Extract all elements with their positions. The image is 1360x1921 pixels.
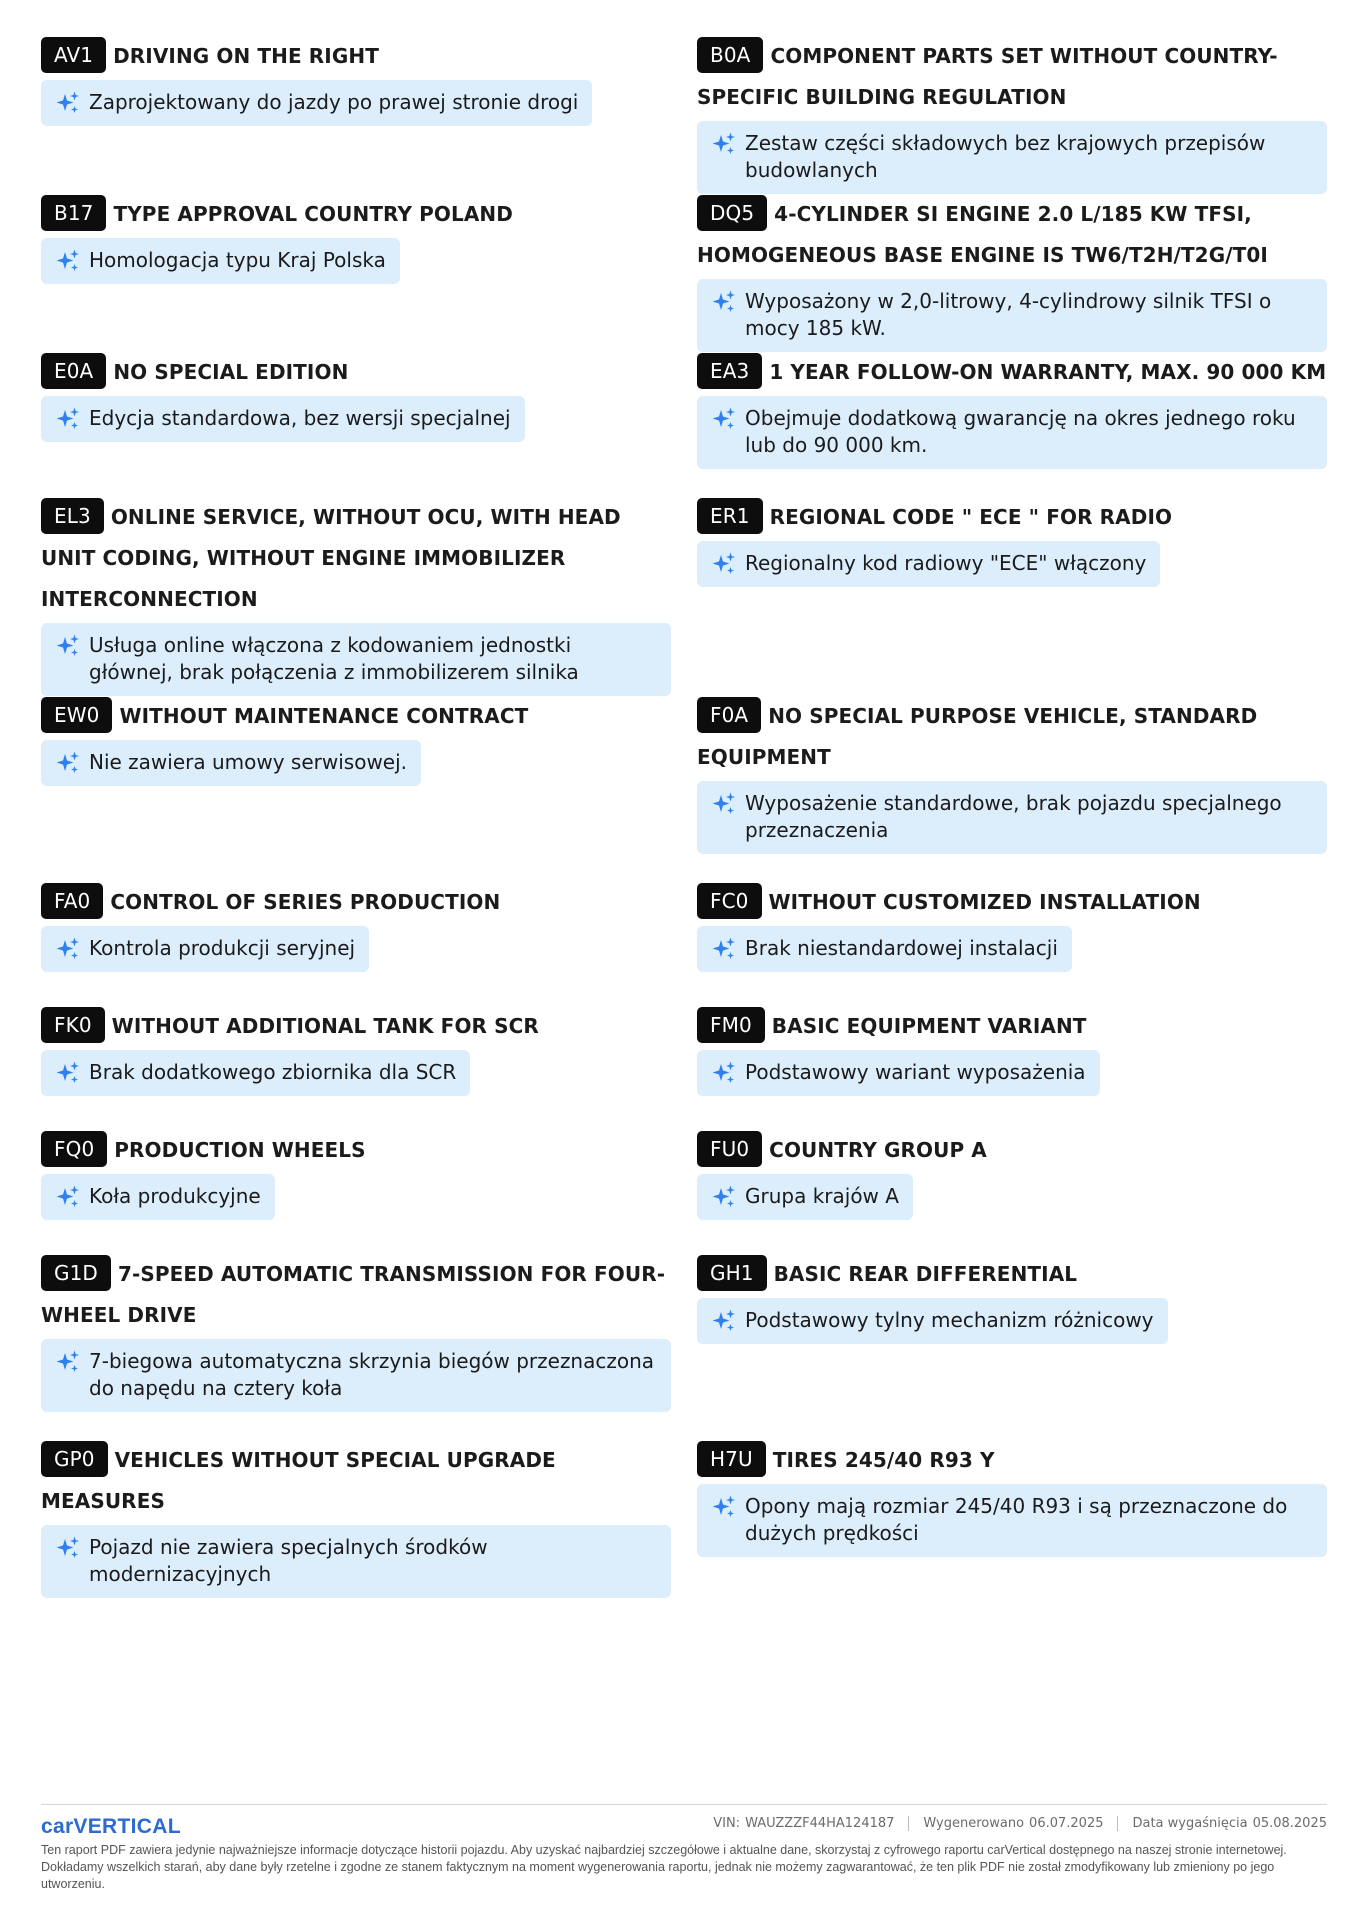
generated-date: 06.07.2025 (1029, 1816, 1104, 1831)
sparkles-icon (711, 131, 737, 157)
equipment-item (697, 1130, 1327, 1254)
description-text: 7-biegowa automatyczna skrzynia biegów przeznaczona do napędu na cztery koła (89, 1349, 655, 1400)
option-code-badge: EA3 (697, 353, 762, 389)
description-text: Pojazd nie zawiera specjalnych środków modernizacyjnych (89, 1535, 488, 1586)
option-code-badge: GH1 (697, 1255, 767, 1291)
item-title: TYPE APPROVAL COUNTRY POLAND (113, 202, 513, 226)
option-code-badge: FU0 (697, 1131, 762, 1167)
sparkles-icon (55, 1184, 81, 1210)
equipment-item (41, 696, 671, 882)
item-description (41, 1525, 671, 1598)
item-title: WITHOUT CUSTOMIZED INSTALLATION (768, 890, 1201, 914)
sparkles-icon (55, 633, 81, 659)
item-heading (41, 352, 671, 393)
item-title: 7-SPEED AUTOMATIC TRANSMISSION FOR FOUR-WHEEL DRIVE (41, 1262, 666, 1327)
item-description (41, 623, 671, 696)
option-code-badge: FM0 (697, 1007, 765, 1043)
item-heading (41, 882, 671, 923)
item-description (697, 926, 1072, 972)
meta-divider (908, 1816, 909, 1831)
description-text: Obejmuje dodatkową gwarancję na okres jednego roku lub do 90 000 km. (745, 406, 1296, 457)
sparkles-icon (711, 1184, 737, 1210)
expiry-label: Data wygaśnięcia (1132, 1816, 1248, 1831)
item-title: CONTROL OF SERIES PRODUCTION (110, 890, 501, 914)
option-code-badge: B17 (41, 195, 106, 231)
sparkles-icon (711, 936, 737, 962)
option-code-badge: EL3 (41, 498, 104, 534)
item-heading (697, 696, 1327, 778)
equipment-item (697, 194, 1327, 352)
equipment-item (41, 352, 671, 497)
equipment-item (41, 1006, 671, 1130)
description-text: Zestaw części składowych bez krajowych przepisów budowlanych (745, 131, 1266, 182)
item-heading (41, 1130, 671, 1171)
item-description (697, 1484, 1327, 1557)
item-heading (697, 882, 1327, 923)
item-title: REGIONAL CODE " ECE " FOR RADIO (769, 505, 1173, 529)
option-code-badge: AV1 (41, 37, 106, 73)
option-code-badge: DQ5 (697, 195, 767, 231)
equipment-item (41, 1440, 671, 1598)
item-title: WITHOUT ADDITIONAL TANK FOR SCR (111, 1014, 539, 1038)
option-code-badge: GP0 (41, 1441, 108, 1477)
item-description (697, 121, 1327, 194)
item-title: 1 YEAR FOLLOW-ON WARRANTY, MAX. 90 000 KM (769, 360, 1327, 384)
sparkles-icon (711, 1308, 737, 1334)
equipment-item (41, 194, 671, 352)
item-title: COUNTRY GROUP A (769, 1138, 987, 1162)
equipment-item (41, 497, 671, 696)
description-text: Zaprojektowany do jazdy po prawej stronie drogi (89, 90, 579, 114)
sparkles-icon (55, 406, 81, 432)
generated-label: Wygenerowano (923, 1816, 1025, 1831)
item-description (41, 80, 592, 126)
option-code-badge: E0A (41, 353, 106, 389)
equipment-item (697, 497, 1327, 696)
item-heading (41, 194, 671, 235)
item-heading (41, 696, 671, 737)
description-text: Regionalny kod radiowy "ECE" włączony (745, 551, 1147, 575)
description-text: Podstawowy wariant wyposażenia (745, 1060, 1086, 1084)
option-code-badge: F0A (697, 697, 761, 733)
item-title: 4-CYLINDER SI ENGINE 2.0 L/185 KW TFSI, HOMOGENEOUS BASE ENGINE IS TW6/T2H/T2G/T0I (697, 202, 1268, 267)
item-title: VEHICLES WITHOUT SPECIAL UPGRADE MEASURES (41, 1448, 556, 1513)
equipment-grid (41, 36, 1327, 1598)
item-description (697, 781, 1327, 854)
item-description (697, 541, 1160, 587)
description-text: Nie zawiera umowy serwisowej. (89, 750, 408, 774)
description-text: Usługa online włączona z kodowaniem jednostki głównej, brak połączenia z immobilizerem silnika (89, 633, 579, 684)
item-description (41, 1174, 275, 1220)
item-title: TIRES 245/40 R93 Y (772, 1448, 995, 1472)
equipment-item (697, 696, 1327, 882)
carvertical-logo: carVERTICAL (41, 1815, 181, 1838)
description-text: Kontrola produkcji seryjnej (89, 936, 356, 960)
sparkles-icon (55, 1535, 81, 1561)
item-heading (41, 36, 671, 77)
item-heading (41, 1440, 671, 1522)
item-description (697, 279, 1327, 352)
equipment-item (41, 36, 671, 194)
item-heading (41, 1254, 671, 1336)
item-heading (697, 1006, 1327, 1047)
option-code-badge: B0A (697, 37, 763, 73)
equipment-item (41, 1254, 671, 1440)
item-description (697, 1050, 1100, 1096)
item-heading (697, 36, 1327, 118)
option-code-badge: G1D (41, 1255, 111, 1291)
option-code-badge: ER1 (697, 498, 763, 534)
meta-divider (1117, 1816, 1118, 1831)
item-description (41, 926, 369, 972)
description-text: Wyposażenie standardowe, brak pojazdu specjalnego przeznaczenia (745, 791, 1282, 842)
equipment-item (697, 352, 1327, 497)
option-code-badge: FA0 (41, 883, 103, 919)
item-title: NO SPECIAL PURPOSE VEHICLE, STANDARD EQUIPMENT (697, 704, 1258, 769)
sparkles-icon (55, 90, 81, 116)
report-footer (41, 1804, 1327, 1891)
description-text: Wyposażony w 2,0-litrowy, 4-cylindrowy silnik TFSI o mocy 185 kW. (745, 289, 1272, 340)
item-description (697, 396, 1327, 469)
item-title: BASIC REAR DIFFERENTIAL (773, 1262, 1078, 1286)
item-title: BASIC EQUIPMENT VARIANT (771, 1014, 1087, 1038)
item-description (41, 396, 525, 442)
item-heading (41, 1006, 671, 1047)
sparkles-icon (55, 248, 81, 274)
option-code-badge: H7U (697, 1441, 766, 1477)
item-description (697, 1174, 913, 1220)
equipment-item (41, 882, 671, 1006)
item-heading (697, 352, 1327, 393)
description-text: Homologacja typu Kraj Polska (89, 248, 386, 272)
sparkles-icon (711, 406, 737, 432)
equipment-item (697, 882, 1327, 1006)
item-heading (41, 497, 671, 620)
item-heading (697, 1254, 1327, 1295)
item-title: COMPONENT PARTS SET WITHOUT COUNTRY-SPECIFIC BUILDING REGULATION (697, 44, 1278, 109)
equipment-item (697, 36, 1327, 194)
option-code-badge: FQ0 (41, 1131, 107, 1167)
item-title: WITHOUT MAINTENANCE CONTRACT (119, 704, 529, 728)
equipment-item (41, 1130, 671, 1254)
sparkles-icon (711, 1060, 737, 1086)
item-description (41, 238, 400, 284)
item-description (41, 740, 421, 786)
expiry-date: 05.08.2025 (1252, 1816, 1327, 1831)
sparkles-icon (55, 1060, 81, 1086)
item-description (41, 1050, 470, 1096)
vin-label: VIN: (713, 1816, 741, 1831)
option-code-badge: FK0 (41, 1007, 105, 1043)
item-heading (697, 1130, 1327, 1171)
item-title: DRIVING ON THE RIGHT (113, 44, 379, 68)
item-title: NO SPECIAL EDITION (113, 360, 349, 384)
sparkles-icon (711, 1494, 737, 1520)
item-description (41, 1339, 671, 1412)
item-title: PRODUCTION WHEELS (114, 1138, 366, 1162)
item-title: ONLINE SERVICE, WITHOUT OCU, WITH HEAD UNIT CODING, WITHOUT ENGINE IMMOBILIZER INTERCONNECTION (41, 505, 621, 611)
option-code-badge: EW0 (41, 697, 112, 733)
item-description (697, 1298, 1168, 1344)
equipment-item (697, 1254, 1327, 1440)
sparkles-icon (711, 289, 737, 315)
description-text: Koła produkcyjne (89, 1184, 261, 1208)
description-text: Podstawowy tylny mechanizm różnicowy (745, 1308, 1154, 1332)
description-text: Edycja standardowa, bez wersji specjalnej (89, 406, 511, 430)
equipment-item (697, 1006, 1327, 1130)
vin-value: WAUZZZF44HA124187 (745, 1816, 895, 1831)
option-code-badge: FC0 (697, 883, 762, 919)
sparkles-icon (711, 551, 737, 577)
equipment-item (697, 1440, 1327, 1598)
item-heading (697, 194, 1327, 276)
description-text: Opony mają rozmiar 245/40 R93 i są przeznaczone do dużych prędkości (745, 1494, 1288, 1545)
sparkles-icon (55, 936, 81, 962)
item-heading (697, 1440, 1327, 1481)
sparkles-icon (55, 750, 81, 776)
sparkles-icon (55, 1349, 81, 1375)
disclaimer-text: Ten raport PDF zawiera jedynie najważniejsze informacje dotyczące historii pojazdu. Aby uzyskać najbardziej szczegółowe i aktualne dane, skorzystaj z cyfrowego raportu carVertical dostępnego na naszej stronie internetowej. Dokładamy wszelkich starań, aby dane były rzetelne i zgodne ze stanem faktycznym na moment wygenerowania raportu, jednak nie możemy zagwarantować, że ten plik PDF nie został zmodyfikowany lub zmieniony po jego utworzeniu. (41, 1843, 1287, 1891)
item-heading (697, 497, 1327, 538)
description-text: Brak niestandardowej instalacji (745, 936, 1058, 960)
description-text: Brak dodatkowego zbiornika dla SCR (89, 1060, 457, 1084)
sparkles-icon (711, 791, 737, 817)
report-meta (713, 1816, 1327, 1831)
description-text: Grupa krajów A (745, 1184, 899, 1208)
